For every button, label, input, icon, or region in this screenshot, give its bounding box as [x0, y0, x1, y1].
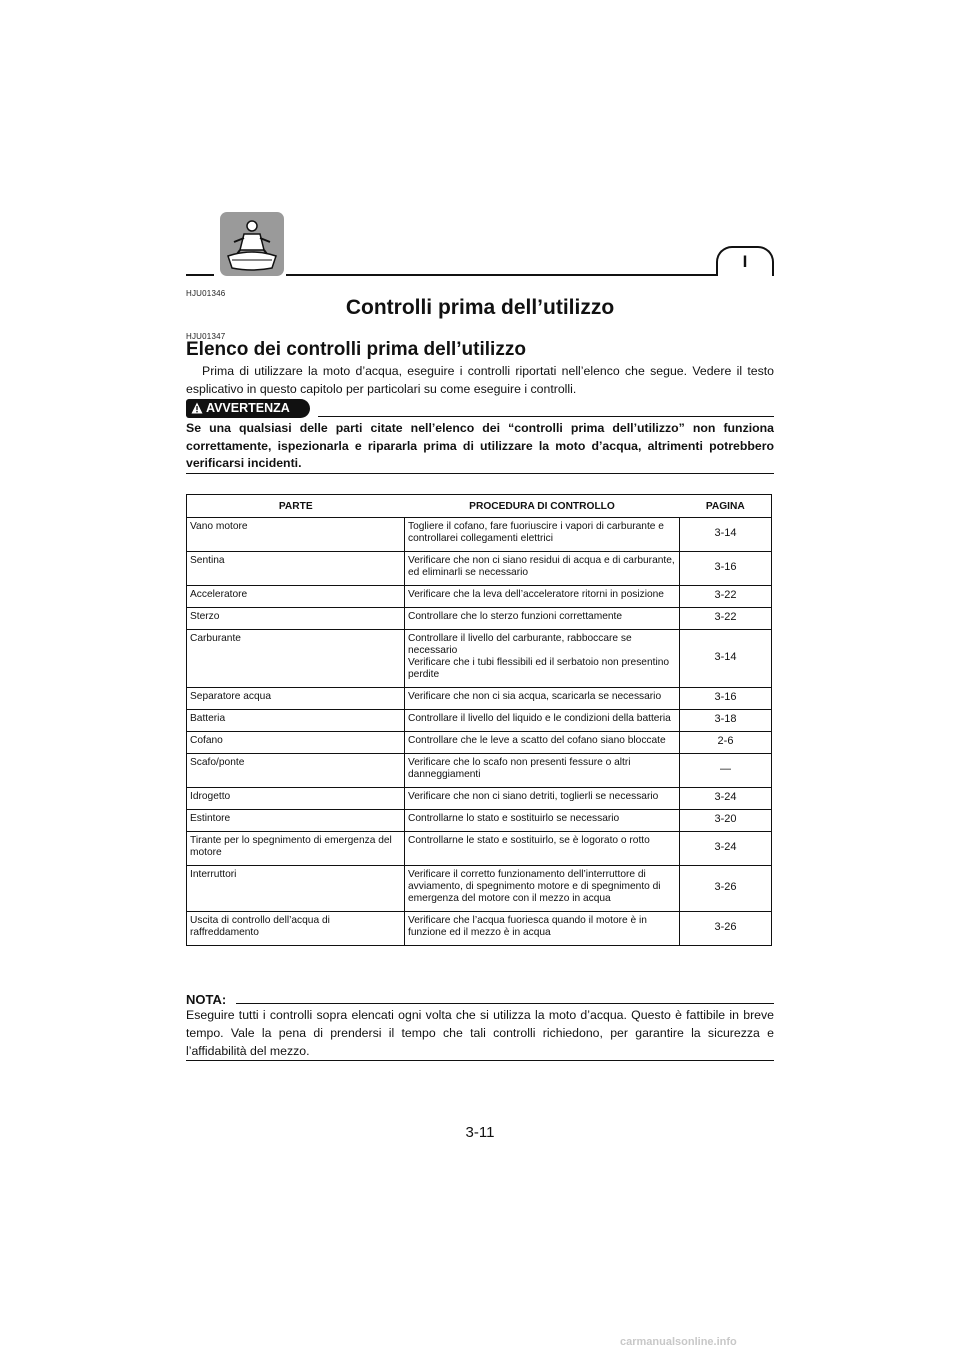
warning-badge	[186, 399, 310, 418]
table-row	[187, 754, 772, 788]
watermark: carmanualsonline.info	[620, 1336, 737, 1348]
part-cell: Carburante	[187, 630, 405, 688]
table-row	[187, 608, 772, 630]
table-row	[187, 552, 772, 586]
procedure-cell: Verificare il corretto funzionamento dell’interruttore di avviamento, di spegnimento motore e di spegnimento di emergenza del motore con il mezzo in acqua	[405, 866, 680, 912]
table-row	[187, 788, 772, 810]
header-rule	[286, 274, 774, 276]
section-code: HJU01347	[186, 332, 226, 341]
note-rule	[236, 1003, 774, 1004]
page-cell: 3-20	[680, 810, 772, 832]
table-row	[187, 586, 772, 608]
part-cell: Interruttori	[187, 866, 405, 912]
table-row	[187, 832, 772, 866]
page-title: Controlli prima dell’utilizzo	[345, 296, 615, 319]
part-cell: Sentina	[187, 552, 405, 586]
header-procedure: PROCEDURA DI CONTROLLO	[405, 495, 680, 518]
page-cell: 3-22	[680, 608, 772, 630]
part-cell: Uscita di controllo dell’acqua di raffreddamento	[187, 912, 405, 946]
procedure-cell: Controllare il livello del liquido e le condizioni della batteria	[405, 710, 680, 732]
part-cell: Tirante per lo spegnimento di emergenza del motore	[187, 832, 405, 866]
page-cell: 3-22	[680, 586, 772, 608]
page-cell: 3-16	[680, 552, 772, 586]
table-row	[187, 688, 772, 710]
part-cell: Batteria	[187, 710, 405, 732]
procedure-cell: Verificare che non ci siano detriti, toglierli se necessario	[405, 788, 680, 810]
table-row	[187, 630, 772, 688]
note-label: NOTA:	[186, 992, 227, 1007]
part-cell: Separatore acqua	[187, 688, 405, 710]
part-cell: Cofano	[187, 732, 405, 754]
page-cell: 3-24	[680, 832, 772, 866]
language-tab: I	[716, 246, 774, 276]
procedure-cell: Controllare il livello del carburante, rabboccare se necessario Verificare che i tubi flessibili ed il serbatoio non presentino perdite	[405, 630, 680, 688]
page-cell: —	[680, 754, 772, 788]
table-row	[187, 912, 772, 946]
header-part: PARTE	[187, 495, 405, 518]
note-bottom-rule	[186, 1060, 774, 1061]
part-cell: Vano motore	[187, 518, 405, 552]
warning-icon	[191, 402, 203, 414]
page-cell: 3-26	[680, 866, 772, 912]
header-rule-left	[186, 274, 214, 276]
warning-label: AVVERTENZA	[206, 401, 290, 415]
part-cell: Estintore	[187, 810, 405, 832]
table-row	[187, 866, 772, 912]
warning-rule	[318, 416, 774, 417]
table-row	[187, 810, 772, 832]
part-cell: Acceleratore	[187, 586, 405, 608]
part-cell: Scafo/ponte	[187, 754, 405, 788]
intro-paragraph: Prima di utilizzare la moto d’acqua, eseguire i controlli riportati nell’elenco che segue. Vedere il testo esplicativo in questo capitolo per particolari su come eseguire i controlli.	[186, 364, 774, 396]
page-cell: 3-14	[680, 630, 772, 688]
header-page: PAGINA	[680, 495, 772, 518]
procedure-cell: Controllarne lo stato e sostituirlo se necessario	[405, 810, 680, 832]
jet-ski-rider-icon	[220, 212, 284, 276]
page-cell: 3-18	[680, 710, 772, 732]
note-text: Eseguire tutti i controlli sopra elencati ogni volta che si utilizza la moto d’acqua. Questo è fattibile in breve tempo. Vale la pena di prendersi il tempo che tali controlli richiedono, per garantire la sicurezza e l’affidabilità del mezzo.	[186, 1008, 774, 1058]
procedure-cell: Controllare che lo sterzo funzioni correttamente	[405, 608, 680, 630]
table-row	[187, 732, 772, 754]
page-number: 3-11	[465, 1124, 495, 1141]
page-cell: 3-24	[680, 788, 772, 810]
pre-operation-checklist-table	[186, 494, 772, 946]
procedure-cell: Verificare che la leva dell’acceleratore ritorni in posizione	[405, 586, 680, 608]
procedure-cell: Controllare che le leve a scatto del cofano siano bloccate	[405, 732, 680, 754]
page-cell: 2-6	[680, 732, 772, 754]
warning-text: Se una qualsiasi delle parti citate nell’elenco dei “controlli prima dell’utilizzo” non funziona correttamente, ispezionarla e ripararla prima di utilizzare la moto d’acqua, altrimenti potrebbero verificarsi incidenti.	[186, 421, 774, 470]
page-cell: 3-16	[680, 688, 772, 710]
page-cell: 3-14	[680, 518, 772, 552]
table-row	[187, 518, 772, 552]
page-cell: 3-26	[680, 912, 772, 946]
procedure-cell: Togliere il cofano, fare fuoriuscire i vapori di carburante e controllarei collegamenti elettrici	[405, 518, 680, 552]
chapter-code: HJU01346	[186, 289, 226, 298]
procedure-cell: Verificare che l’acqua fuoriesca quando il motore è in funzione ed il mezzo è in acqua	[405, 912, 680, 946]
procedure-cell: Verificare che non ci siano residui di acqua e di carburante, ed eliminarli se necessario	[405, 552, 680, 586]
part-cell: Idrogetto	[187, 788, 405, 810]
section-title: Elenco dei controlli prima dell’utilizzo	[186, 339, 526, 360]
procedure-cell: Verificare che lo scafo non presenti fessure o altri danneggiamenti	[405, 754, 680, 788]
warning-bottom-rule	[186, 473, 774, 474]
table-row	[187, 710, 772, 732]
part-cell: Sterzo	[187, 608, 405, 630]
procedure-cell: Controllarne le stato e sostituirlo, se è logorato o rotto	[405, 832, 680, 866]
procedure-cell: Verificare che non ci sia acqua, scaricarla se necessario	[405, 688, 680, 710]
table-header-row	[187, 495, 772, 518]
